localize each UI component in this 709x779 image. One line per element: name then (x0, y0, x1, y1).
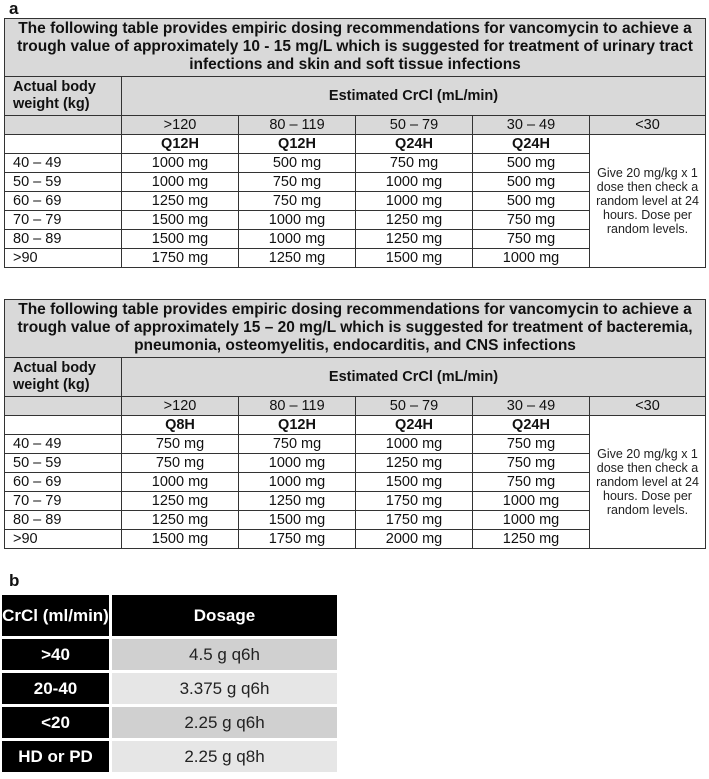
weight-cell: 60 – 69 (5, 473, 122, 492)
dose-cell: 750 mg (473, 435, 590, 454)
weight-cell: 70 – 79 (5, 211, 122, 230)
dose-cell: 1250 mg (356, 211, 473, 230)
crcl-header: Estimated CrCl (mL/min) (122, 77, 706, 116)
dose-cell: 1250 mg (122, 192, 239, 211)
dosing-interval: Q24H (356, 416, 473, 435)
weight-cell: 60 – 69 (5, 192, 122, 211)
dose-cell: 1750 mg (239, 530, 356, 549)
weight-header: Actual body weight (kg) (5, 77, 122, 116)
dose-cell: 1250 mg (122, 492, 239, 511)
dosage-header: Dosage (112, 595, 337, 636)
vancomycin-table-trough-15-20 (4, 299, 706, 549)
dose-cell: 1500 mg (122, 530, 239, 549)
dose-cell: 1250 mg (122, 511, 239, 530)
dose-cell: 1250 mg (356, 454, 473, 473)
dose-cell: 750 mg (473, 454, 590, 473)
dose-cell: 1500 mg (356, 473, 473, 492)
dosing-interval: Q24H (473, 416, 590, 435)
dose-cell: 500 mg (239, 154, 356, 173)
dosing-interval: Q8H (122, 416, 239, 435)
vancomycin-table-trough-10-15 (4, 18, 706, 268)
weight-header: Actual body weight (kg) (5, 358, 122, 397)
crcl-range: 80 – 119 (239, 116, 356, 135)
dose-cell: 1000 mg (239, 211, 356, 230)
crcl-cell: 20-40 (2, 673, 112, 704)
blank-cell (5, 135, 122, 154)
dosage-cell: 2.25 g q8h (112, 741, 337, 772)
blank-cell (5, 116, 122, 135)
dosing-interval: Q12H (239, 416, 356, 435)
dose-cell: 1250 mg (239, 492, 356, 511)
dosing-interval: Q12H (122, 135, 239, 154)
crcl-cell: HD or PD (2, 741, 112, 772)
weight-cell: 80 – 89 (5, 230, 122, 249)
dose-cell: 750 mg (473, 473, 590, 492)
dose-cell: 1500 mg (122, 211, 239, 230)
dose-cell: 1000 mg (473, 511, 590, 530)
dose-cell: 750 mg (122, 435, 239, 454)
header-row (5, 358, 706, 397)
dose-cell: 1000 mg (356, 192, 473, 211)
dose-cell: 1000 mg (239, 230, 356, 249)
dose-cell: 750 mg (473, 211, 590, 230)
crcl-range-row (5, 397, 706, 416)
panel-b-label: b (9, 571, 20, 590)
crcl-range: <30 (590, 397, 706, 416)
crcl-range: 80 – 119 (239, 397, 356, 416)
dose-cell: 1000 mg (356, 435, 473, 454)
weight-cell: >90 (5, 249, 122, 268)
low-crcl-note: Give 20 mg/kg x 1 dose then check a random level at 24 hours. Dose per random levels. (590, 416, 706, 549)
interval-row (5, 135, 706, 154)
table-title: The following table provides empiric dosing recommendations for vancomycin to achieve a trough value of approximately 15 – 20 mg/L which is suggested for treatment of bacteremia, pneumonia, osteomyelitis, endocarditis, and CNS infections (5, 300, 706, 358)
weight-cell: 50 – 59 (5, 454, 122, 473)
dose-cell: 1000 mg (239, 454, 356, 473)
blank-cell (5, 416, 122, 435)
table-row (2, 741, 337, 772)
dosing-interval: Q24H (473, 135, 590, 154)
blank-cell (5, 397, 122, 416)
dose-cell: 750 mg (239, 435, 356, 454)
table-row (2, 707, 337, 738)
weight-cell: 80 – 89 (5, 511, 122, 530)
table-row (2, 673, 337, 704)
dose-cell: 1000 mg (122, 173, 239, 192)
dose-cell: 1000 mg (122, 154, 239, 173)
dose-cell: 1750 mg (122, 249, 239, 268)
table-row (2, 639, 337, 670)
dose-cell: 1250 mg (473, 530, 590, 549)
crcl-cell: >40 (2, 639, 112, 670)
weight-cell: 50 – 59 (5, 173, 122, 192)
dose-cell: 1000 mg (473, 492, 590, 511)
dosage-cell: 4.5 g q6h (112, 639, 337, 670)
table-title: The following table provides empiric dosing recommendations for vancomycin to achieve a trough value of approximately 10 - 15 mg/L which is suggested for treatment of urinary tract infections and skin and soft tissue infections (5, 19, 706, 77)
dose-cell: 1000 mg (122, 473, 239, 492)
crcl-range: <30 (590, 116, 706, 135)
dose-cell: 1500 mg (356, 249, 473, 268)
weight-cell: 40 – 49 (5, 435, 122, 454)
dose-cell: 1500 mg (239, 511, 356, 530)
dose-cell: 1250 mg (239, 249, 356, 268)
crcl-range: 50 – 79 (356, 116, 473, 135)
dosing-interval: Q24H (356, 135, 473, 154)
dose-cell: 1000 mg (356, 173, 473, 192)
panel-a-label: a (9, 0, 19, 18)
renal-dosing-table (2, 592, 337, 775)
dosage-cell: 2.25 g q6h (112, 707, 337, 738)
dose-cell: 1750 mg (356, 511, 473, 530)
header-row (5, 77, 706, 116)
dose-cell: 750 mg (356, 154, 473, 173)
dosing-interval: Q12H (239, 135, 356, 154)
dose-cell: 1000 mg (239, 473, 356, 492)
dose-cell: 750 mg (239, 192, 356, 211)
dose-cell: 2000 mg (356, 530, 473, 549)
dose-cell: 750 mg (122, 454, 239, 473)
crcl-range: 30 – 49 (473, 116, 590, 135)
interval-row (5, 416, 706, 435)
crcl-range-row (5, 116, 706, 135)
table-title-row (5, 300, 706, 358)
dose-cell: 1750 mg (356, 492, 473, 511)
dosage-cell: 3.375 g q6h (112, 673, 337, 704)
dose-cell: 750 mg (473, 230, 590, 249)
dose-cell: 1500 mg (122, 230, 239, 249)
crcl-range: >120 (122, 397, 239, 416)
crcl-range: 30 – 49 (473, 397, 590, 416)
dose-cell: 500 mg (473, 173, 590, 192)
crcl-header: CrCl (ml/min) (2, 595, 112, 636)
dose-cell: 500 mg (473, 154, 590, 173)
dose-cell: 500 mg (473, 192, 590, 211)
crcl-header: Estimated CrCl (mL/min) (122, 358, 706, 397)
dose-cell: 1250 mg (356, 230, 473, 249)
crcl-cell: <20 (2, 707, 112, 738)
crcl-range: >120 (122, 116, 239, 135)
crcl-range: 50 – 79 (356, 397, 473, 416)
header-row (2, 595, 337, 636)
table-title-row (5, 19, 706, 77)
dose-cell: 750 mg (239, 173, 356, 192)
weight-cell: 70 – 79 (5, 492, 122, 511)
dose-cell: 1000 mg (473, 249, 590, 268)
low-crcl-note: Give 20 mg/kg x 1 dose then check a random level at 24 hours. Dose per random levels. (590, 135, 706, 268)
weight-cell: >90 (5, 530, 122, 549)
weight-cell: 40 – 49 (5, 154, 122, 173)
